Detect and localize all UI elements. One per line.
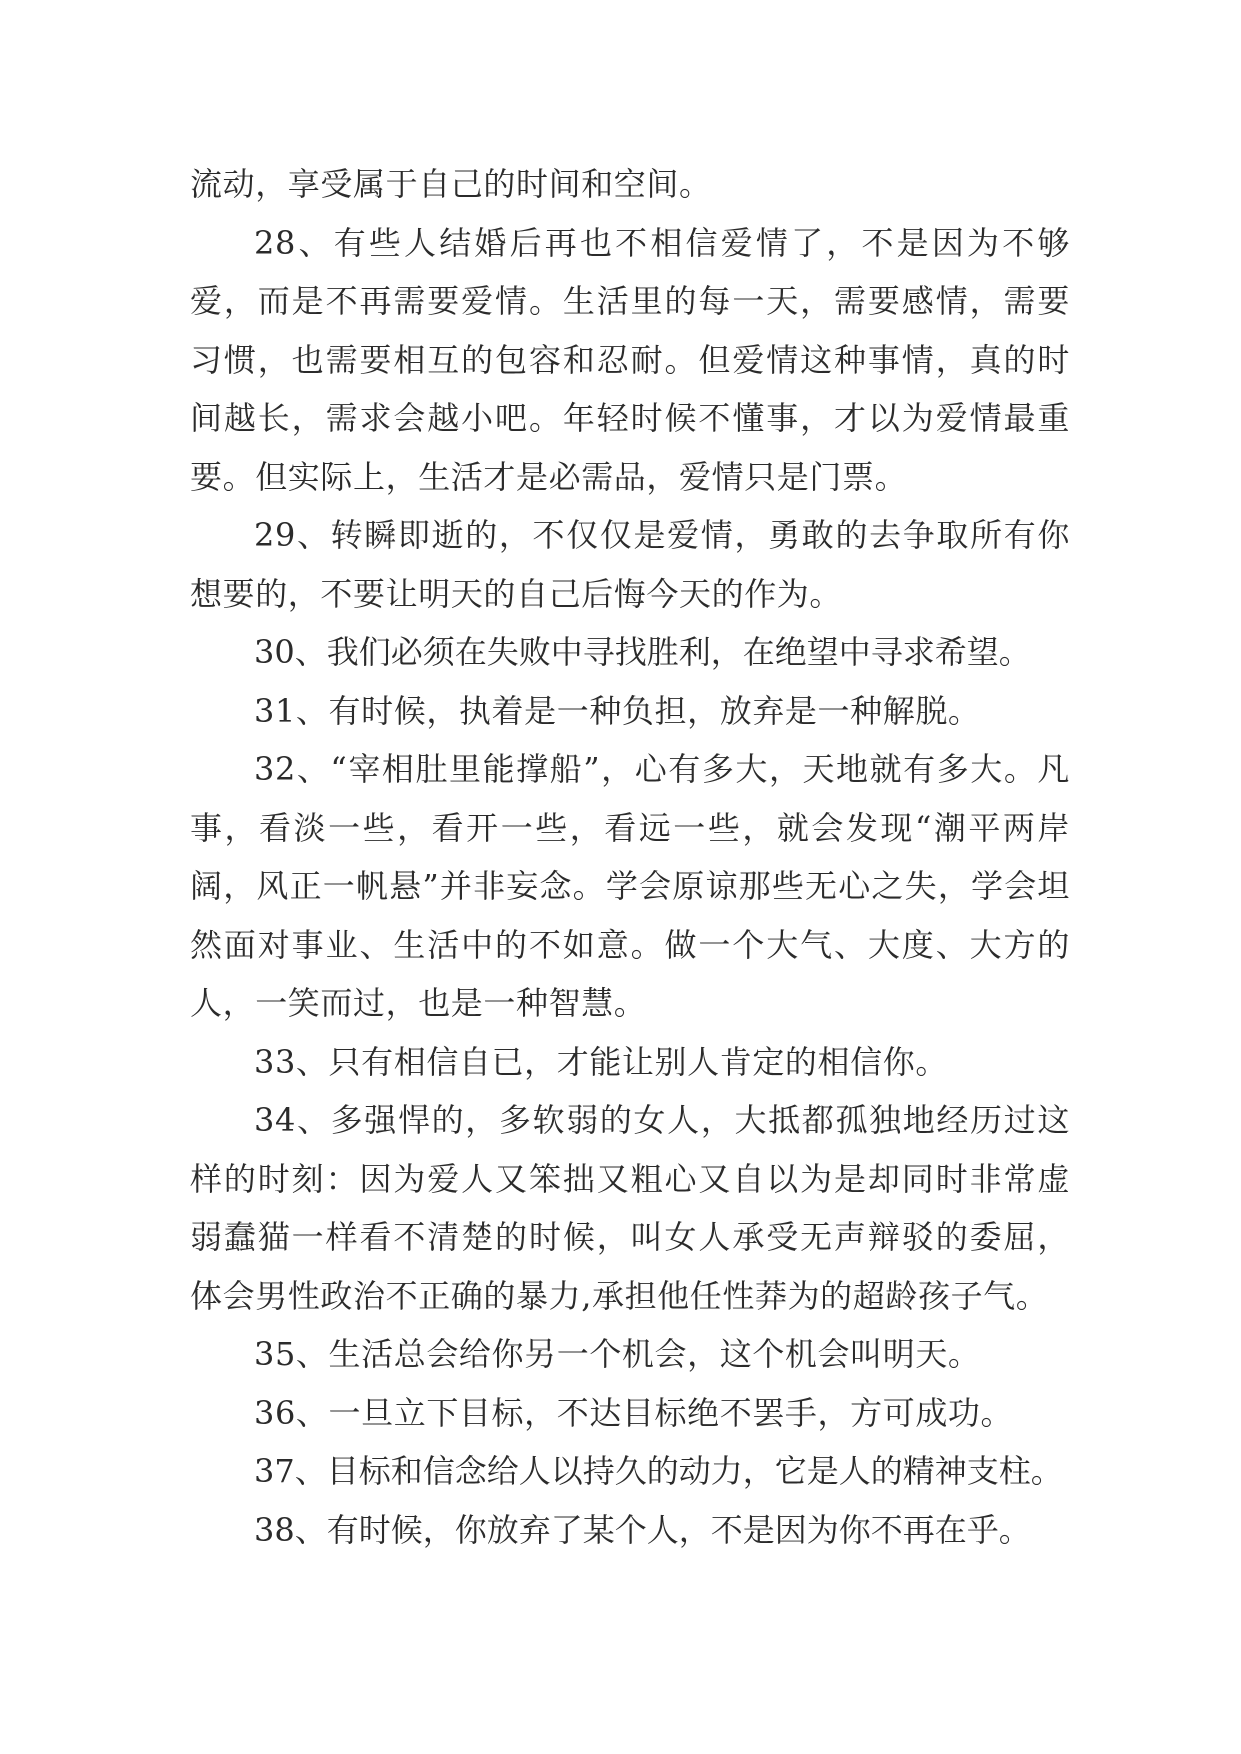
paragraph-32: 32、“宰相肚里能撑船”，心有多大，天地就有多大。凡事，看淡一些，看开一些，看远一些，就会发现“潮平两岸阔，风正一帆悬”并非妄念。学会原谅那些无心之失，学会坦然面对事业、生活中的不如意。做一个大气、大度、大方的人，一笑而过，也是一种智慧。 bbox=[190, 750, 1070, 1022]
paragraph-38: 38、有时候，你放弃了某个人，不是因为你不再在乎。 bbox=[254, 1510, 1031, 1549]
paragraph-34: 34、多强悍的，多软弱的女人，大抵都孤独地经历过这样的时刻：因为爱人又笨拙又粗心又自以为是却同时非常虚弱蠢猫一样看不清楚的时候，叫女人承受无声辩驳的委屈，体会男性政治不正确的暴力,承担他任性莽为的超龄孩子气。 bbox=[190, 1101, 1070, 1315]
paragraph-29: 29、转瞬即逝的，不仅仅是爱情，勇敢的去争取所有你想要的，不要让明天的自己后悔今天的作为。 bbox=[190, 516, 1070, 613]
paragraph-37: 37、目标和信念给人以持久的动力，它是人的精神支柱。 bbox=[254, 1452, 1063, 1490]
paragraph-30: 30、我们必须在失败中寻找胜利，在绝望中寻求希望。 bbox=[254, 633, 1031, 671]
paragraph-33: 33、只有相信自已，才能让别人肯定的相信你。 bbox=[254, 1042, 948, 1081]
paragraph-27-continuation: 流动，享受属于自己的时间和空间。 bbox=[190, 165, 712, 203]
document-body bbox=[190, 155, 1070, 1559]
paragraph-31: 31、有时候，执着是一种负担，放弃是一种解脱。 bbox=[254, 691, 981, 730]
paragraph-28: 28、有些人结婚后再也不相信爱情了，不是因为不够爱，而是不再需要爱情。生活里的每一天，需要感情，需要习惯，也需要相互的包容和忍耐。但爱情这种事情，真的时间越长，需求会越小吧。年轻时候不懂事，才以为爱情最重要。但实际上，生活才是必需品，爱情只是门票。 bbox=[190, 223, 1070, 496]
paragraph-36: 36、一旦立下目标，不达目标绝不罢手，方可成功。 bbox=[254, 1393, 1014, 1432]
paragraph-35: 35、生活总会给你另一个机会，这个机会叫明天。 bbox=[254, 1335, 981, 1373]
